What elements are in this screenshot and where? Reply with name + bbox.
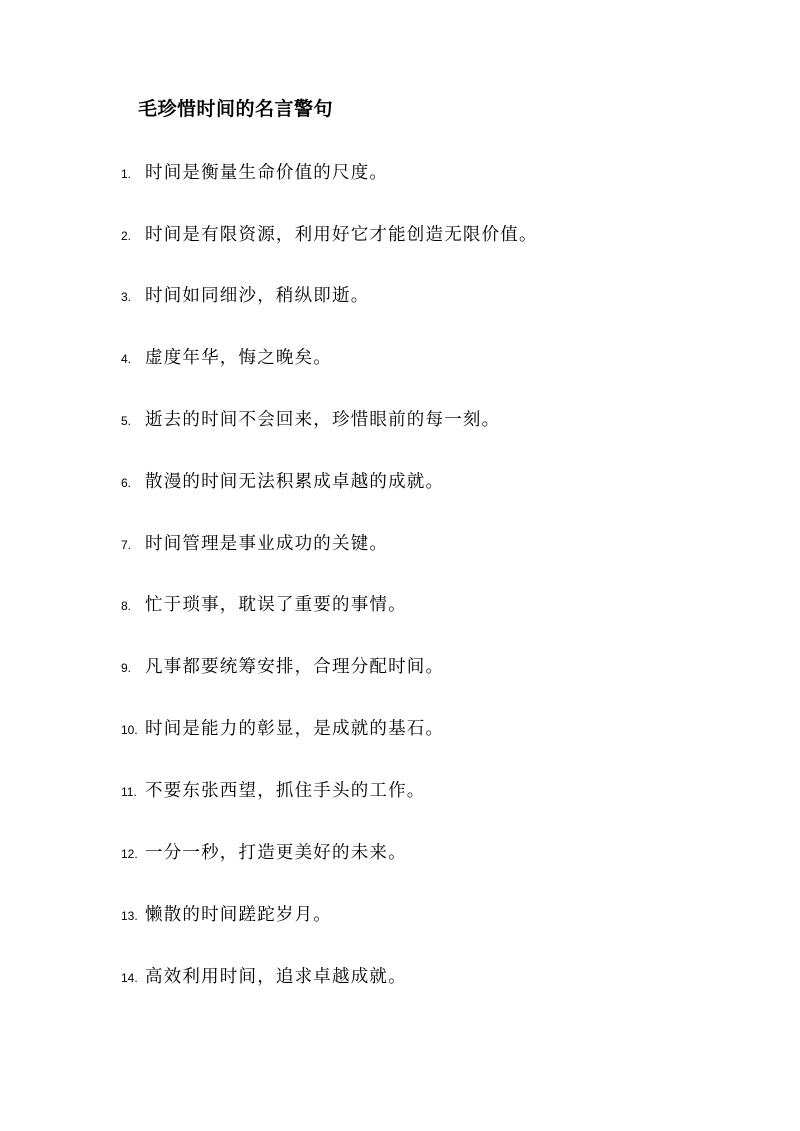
list-item-text: 时间是衡量生命价值的尺度。	[145, 163, 389, 183]
list-item-number: 6.	[121, 476, 132, 490]
list-item	[121, 840, 407, 866]
list-item-text: 懒散的时间蹉跎岁月。	[145, 905, 332, 925]
list-item-text: 时间管理是事业成功的关键。	[145, 534, 389, 554]
list-item	[121, 283, 369, 309]
list-item-text: 凡事都要统筹安排，合理分配时间。	[145, 657, 445, 677]
list-item	[121, 778, 426, 804]
list-item-text: 时间如同细沙，稍纵即逝。	[145, 286, 370, 306]
list-item-number: 4.	[121, 352, 132, 366]
list-item	[121, 654, 444, 680]
list-item-number: 12.	[121, 847, 138, 861]
list-item-text: 时间是有限资源，利用好它才能创造无限价值。	[145, 225, 538, 245]
list-item-text: 一分一秒，打造更美好的未来。	[145, 843, 407, 863]
list-item-number: 3.	[121, 290, 132, 304]
list-item-number: 10.	[121, 723, 138, 737]
list-item-number: 11.	[121, 785, 137, 799]
list-item	[121, 407, 500, 433]
list-item-text: 逝去的时间不会回来，珍惜眼前的每一刻。	[145, 410, 501, 430]
list-item-text: 时间是能力的彰显，是成就的基石。	[145, 719, 445, 739]
list-item-text: 散漫的时间无法积累成卓越的成就。	[145, 472, 445, 492]
list-item	[121, 469, 444, 495]
list-item-text: 高效利用时间，追求卓越成就。	[145, 967, 407, 987]
list-item	[121, 345, 332, 371]
list-item-number: 5.	[121, 414, 132, 428]
list-item	[121, 902, 332, 928]
list-item	[121, 592, 407, 618]
list-item-number: 2.	[121, 229, 132, 243]
list-item-text: 忙于琐事，耽误了重要的事情。	[145, 595, 407, 615]
list-item	[121, 222, 538, 248]
list-item	[121, 160, 388, 186]
list-item	[121, 964, 407, 990]
list-item-number: 7.	[121, 538, 132, 552]
list-item-number: 14.	[121, 971, 138, 985]
list-item-number: 1.	[121, 167, 132, 181]
list-item-number: 8.	[121, 599, 132, 613]
list-item-number: 13.	[121, 909, 138, 923]
page-title: 毛珍惜时间的名言警句	[138, 98, 334, 120]
list-item	[121, 531, 388, 557]
list-item-text: 不要东张西望，抓住手头的工作。	[145, 781, 426, 801]
list-item-number: 9.	[121, 661, 132, 675]
list-item-text: 虚度年华，悔之晚矣。	[145, 348, 332, 368]
list-item	[121, 716, 444, 742]
